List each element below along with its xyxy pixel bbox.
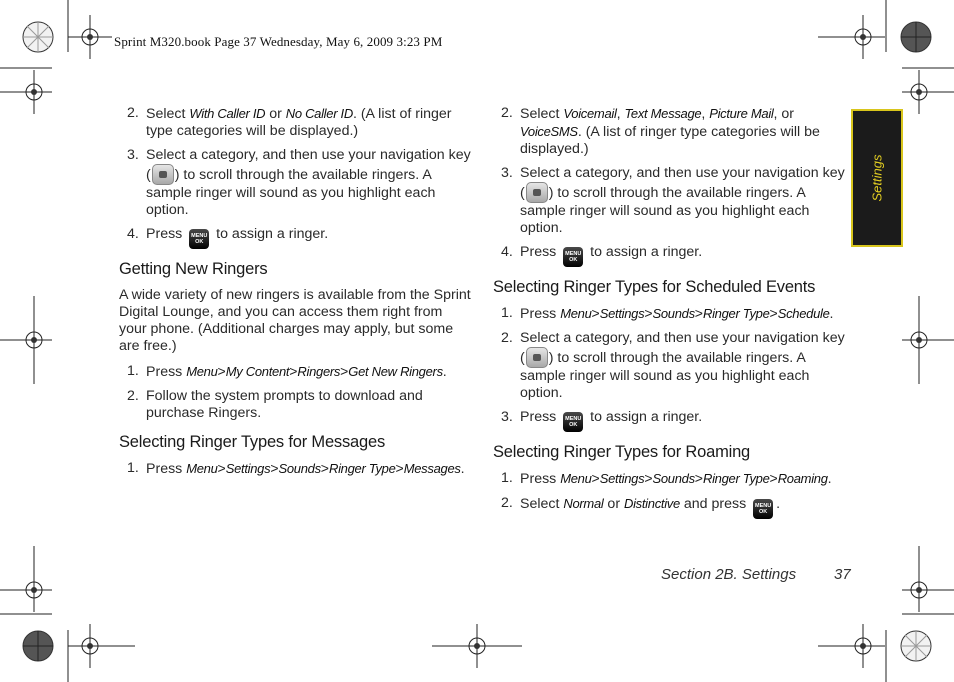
- step-item: 1. Press Menu>Settings>Sounds>Ringer Type>Messages.: [127, 460, 465, 477]
- step-item: 1. Press Menu>Settings>Sounds>Ringer Type>Roaming.: [501, 470, 832, 487]
- step-item: 3. Press MENU OK to assign a ringer.: [493, 409, 845, 432]
- step-item: 2. Select a category, and then use your navigation key ( ) to scroll through the available ringers. A sample ringer will sound as you highlight each option.: [501, 330, 845, 401]
- section-heading: Selecting Ringer Types for Messages: [119, 433, 385, 451]
- section-heading: Getting New Ringers: [119, 260, 268, 278]
- step-item: 4. Press MENU OK to assign a ringer.: [119, 226, 471, 249]
- step-item: 2. Follow the system prompts to download and purchase Ringers.: [127, 388, 423, 421]
- section-side-tab: [851, 109, 903, 247]
- footer-section-title: Section 2B. Settings: [661, 566, 797, 583]
- navigation-key-icon: [152, 164, 174, 185]
- menu-ok-key-icon: MENU OK: [189, 229, 209, 249]
- step-item: 3. Select a category, and then use your navigation key ( ) to scroll through the available ringers. A sample ringer will sound as you highlight each option.: [127, 147, 471, 218]
- section-heading: Selecting Ringer Types for Scheduled Events: [493, 278, 816, 296]
- print-header: Sprint M320.book Page 37 Wednesday, May 6, 2009 3:23 PM: [114, 34, 443, 49]
- navigation-key-icon: [526, 347, 548, 368]
- side-tab-label: Settings: [869, 154, 885, 202]
- step-item: 2. Select With Caller ID or No Caller ID. (A list of ringer type categories will be displayed.): [127, 105, 452, 139]
- paragraph: A wide variety of new ringers is available from the Sprint Digital Lounge, and you can access them right from your phone. (Additional charges may apply, but some are free.): [119, 287, 471, 354]
- menu-ok-key-icon: MENU OK: [563, 247, 583, 267]
- navigation-key-icon: [526, 182, 548, 203]
- menu-ok-key-icon: MENU OK: [563, 412, 583, 432]
- right-column: [493, 105, 845, 526]
- section-heading: Selecting Ringer Types for Roaming: [493, 443, 751, 461]
- page-number: 37: [834, 566, 851, 583]
- menu-ok-key-icon: MENU OK: [753, 499, 773, 519]
- step-item: 2. Select Normal or Distinctive and press MENU OK .: [493, 495, 845, 519]
- step-item: 1. Press Menu>Settings>Sounds>Ringer Type>Schedule.: [501, 305, 834, 322]
- step-item: 2. Select Voicemail, Text Message, Picture Mail, or VoiceSMS. (A list of ringer type categories will be displayed.): [501, 105, 820, 157]
- left-column: [119, 105, 471, 485]
- step-item: 1. Press Menu>My Content>Ringers>Get New Ringers.: [127, 363, 447, 380]
- step-item: 3. Select a category, and then use your navigation key ( ) to scroll through the available ringers. A sample ringer will sound as you highlight each option.: [501, 165, 845, 236]
- step-item: 4. Press MENU OK to assign a ringer.: [493, 244, 845, 267]
